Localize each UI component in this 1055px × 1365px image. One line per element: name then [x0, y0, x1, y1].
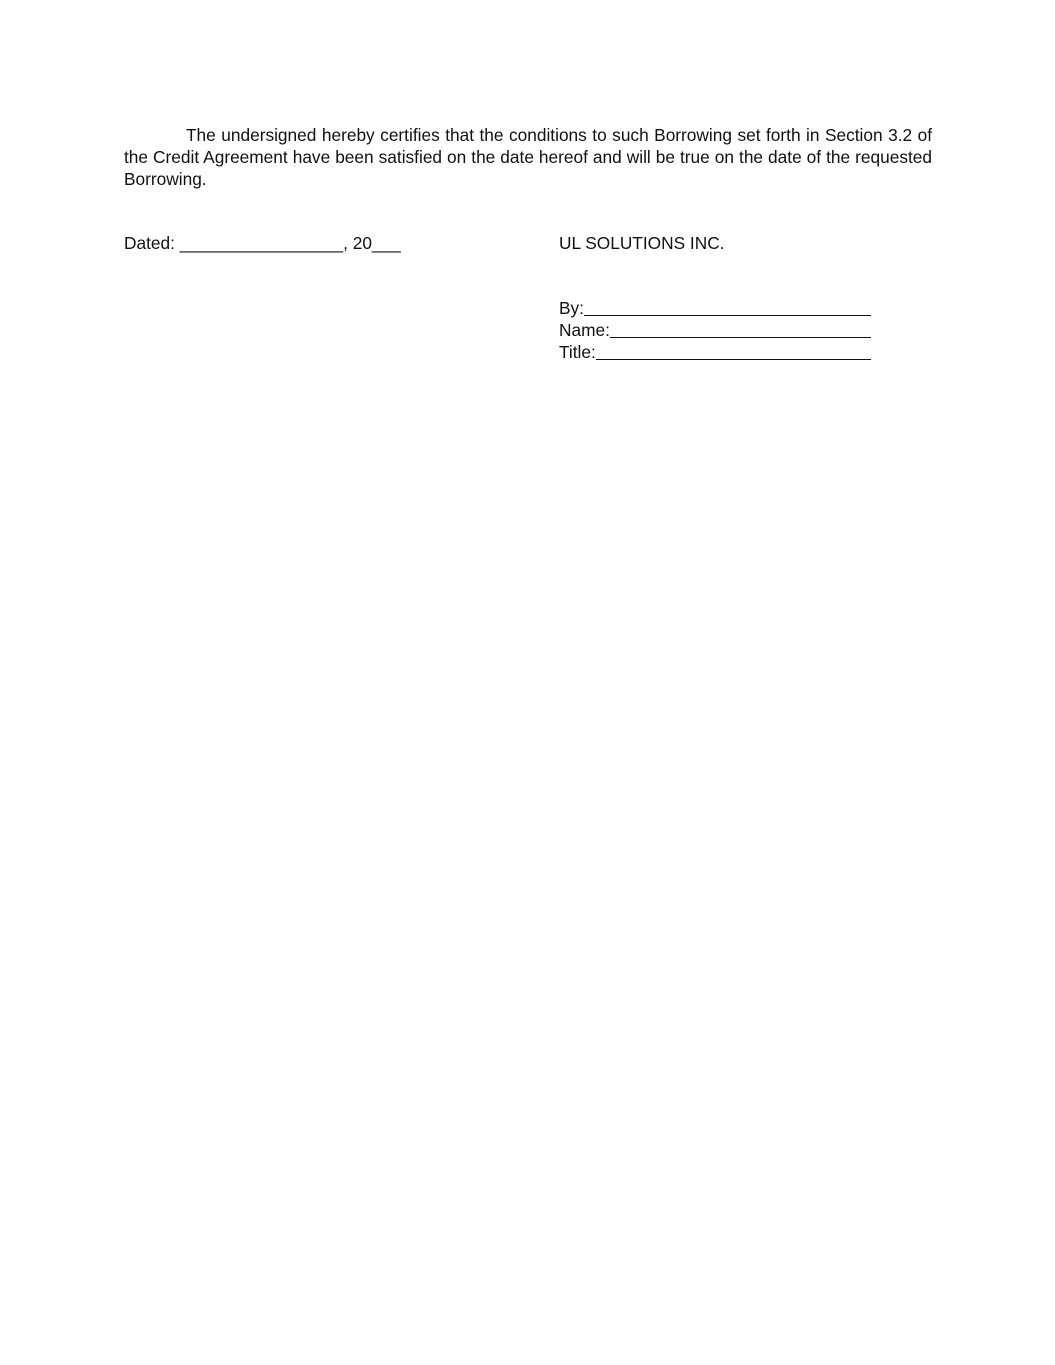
signature-by-row — [559, 297, 871, 319]
certification-paragraph: The undersigned hereby certifies that the conditions to such Borrowing set forth in Section 3.2 of the Credit Agreement have been satisfied on the date hereof and will be true on the date of the requested Borrowing. — [124, 125, 932, 189]
signature-block — [559, 297, 871, 363]
signature-title-row — [559, 341, 871, 363]
signature-name-line — [610, 336, 871, 338]
signature-by-line — [584, 314, 871, 316]
dated-line: Dated: _________________, 20___ — [124, 233, 401, 253]
signature-name-row — [559, 319, 871, 341]
company-name: UL SOLUTIONS INC. — [559, 233, 725, 253]
signature-title-line — [596, 358, 871, 360]
signature-name-label: Name: — [559, 320, 610, 340]
signature-title-label: Title: — [559, 342, 596, 362]
signature-by-label: By: — [559, 298, 584, 318]
